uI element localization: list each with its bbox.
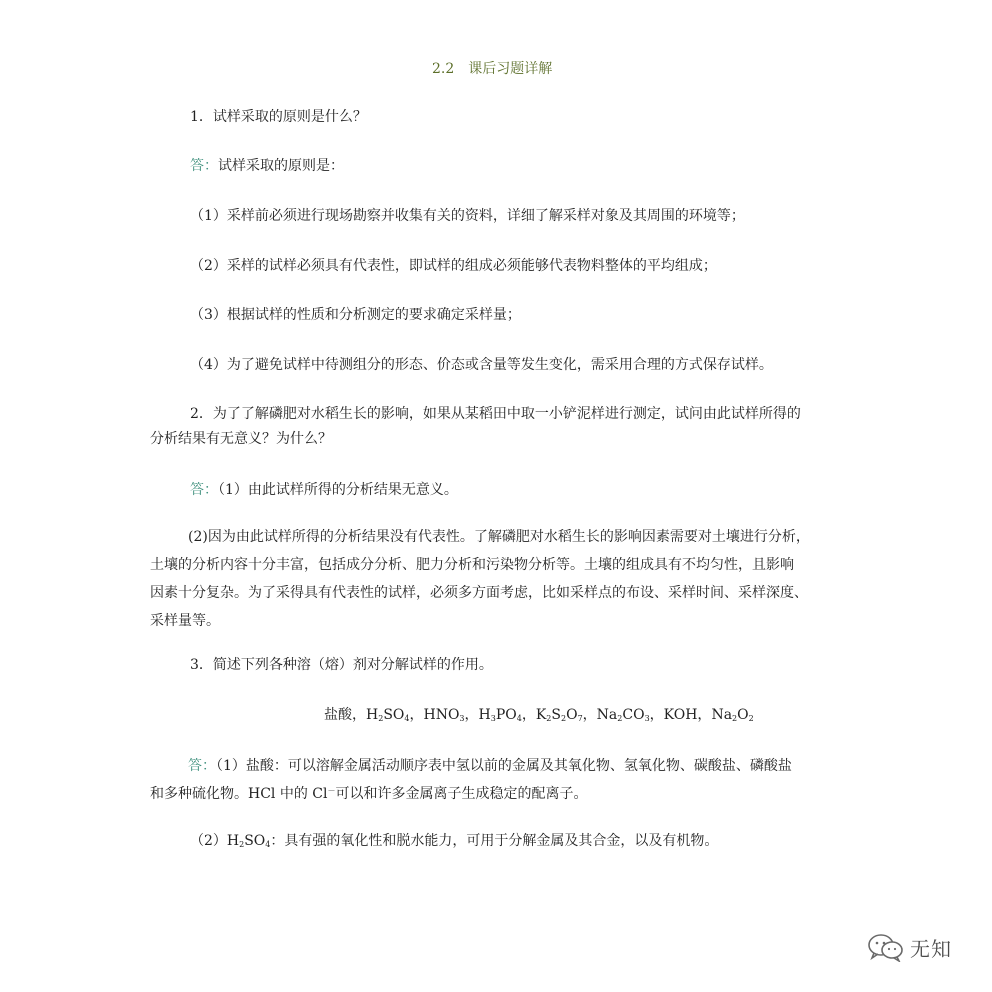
reagent-na2o2: $Na_2O_2$ (711, 707, 754, 723)
watermark (866, 930, 976, 964)
reagent-hno3: $HNO_3$， (423, 707, 479, 723)
answer-1-intro (190, 157, 344, 175)
answer-3-line-2: 和多种硫化物。HCl 中的 Cl－可以和许多金属离子生成稳定的配离子。 (150, 786, 588, 802)
answer-3-part-2: $(2)H_2SO_4$：具有强的氧化性和脱水能力，可用于分解金属及其合金，以及有机物。 (190, 833, 719, 849)
watermark-text: 无知 (910, 936, 952, 961)
section-title: 2.2 课后习题详解 (432, 61, 553, 77)
question-3: 3．简述下列各种溶（熔）剂对分解试样的作用。 (190, 657, 493, 673)
answer-label: 答： (188, 758, 216, 774)
reagent-list (324, 706, 754, 724)
answer-1-point-1: （1）采样前必须进行现场勘察并收集有关的资料，详细了解采样对象及其周围的环境等； (190, 208, 745, 224)
answer-3-line-1 (150, 752, 850, 780)
answer-1-point-4: （4）为了避免试样中待测组分的形态、价态或含量等发生变化，需采用合理的方式保存试样。 (190, 357, 773, 373)
reagent-h3po4: $H_3PO_4$， (478, 707, 536, 723)
answer-2-line-2: 土壤的分析内容十分丰富，包括成分分析、肥力分析和污染物分析等。土壤的组成具有不均匀性，且影响 (150, 557, 794, 573)
answer-label: 答： (190, 158, 218, 174)
answer-label: 答： (190, 482, 218, 498)
reagent-na2co3: $Na_2CO_3$， (596, 707, 664, 723)
answer-2-line-3: 因素十分复杂。为了采得具有代表性的试样，必须多方面考虑，比如采样点的布设、采样时间、采样深度、 (150, 585, 808, 601)
answer-2-part-1 (190, 481, 458, 499)
reagent-koh: KOH， (663, 707, 712, 723)
reagent-k2s2o7: $K_2S_2O_7$， (535, 707, 597, 723)
answer-1-point-2: （2）采样的试样必须具有代表性，即试样的组成必须能够代表物料整体的平均组成； (190, 258, 717, 274)
answer-intro-text: 试样采取的原则是： (218, 158, 344, 174)
question-2-line-1: 2．为了了解磷肥对水稻生长的影响，如果从某稻田中取一小铲泥样进行测定，试问由此试样所得的 (190, 406, 801, 422)
question-1: 1．试样采取的原则是什么？ (190, 109, 367, 125)
answer-1-point-3: （3）根据试样的性质和分析测定的要求确定采样量； (190, 307, 521, 323)
question-2-line-2: 分析结果有无意义？为什么？ (150, 431, 332, 447)
reagent-h2so4: $H_2SO_4$， (366, 707, 424, 723)
answer-2-line-4: 采样量等。 (150, 613, 220, 629)
reagent-hcl: 盐酸， (324, 707, 366, 723)
answer-2-line-1: (2)因为由此试样所得的分析结果没有代表性。了解磷肥对水稻生长的影响因素需要对土壤进行分析， (188, 529, 810, 545)
answer-3-part-1 (150, 752, 850, 808)
answer-2-part-2 (150, 523, 850, 635)
answer-3-text-1: （1）盐酸：可以溶解金属活动顺序表中氢以前的金属及其氧化物、氢氧化物、碳酸盐、磷酸盐 (216, 758, 792, 774)
wechat-logo-icon (866, 932, 906, 962)
answer-2-text-1: （1）由此试样所得的分析结果无意义。 (218, 482, 458, 498)
